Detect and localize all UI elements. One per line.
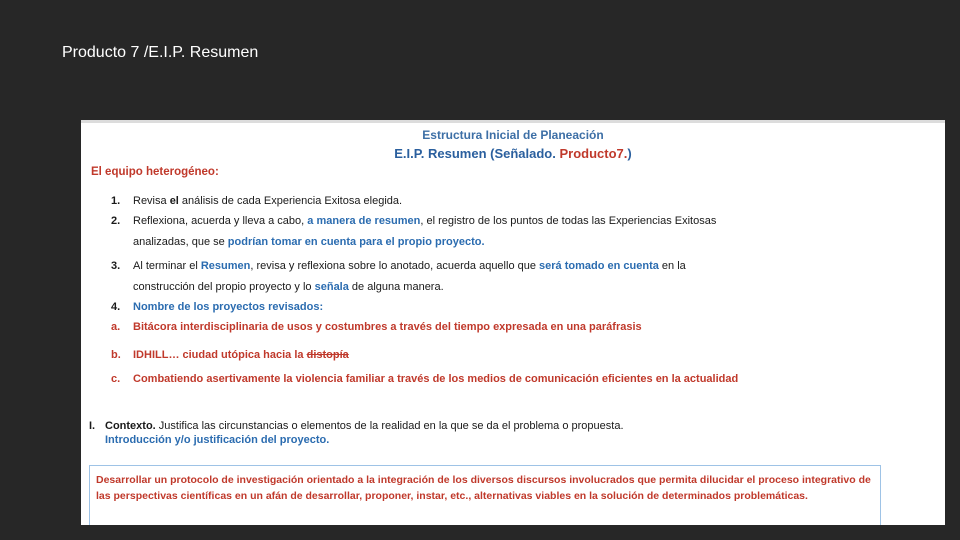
item-number: c. [111, 373, 121, 385]
item-text: analizadas, que se [133, 236, 228, 248]
item-text: análisis de cada Experiencia Exitosa elegida. [178, 195, 403, 207]
subtitle-part: Señalado. [494, 146, 556, 161]
list-item [111, 191, 911, 212]
item-text: podrían tomar en cuenta para el propio proyecto. [227, 236, 485, 248]
item-text: , el registro de los puntos de todas las Experiencias Exitosas [420, 215, 717, 227]
item-text: de alguna manera. [348, 281, 444, 293]
item-number: a. [111, 321, 121, 333]
list-item [111, 211, 911, 253]
context-text: Justifica las circunstancias o elementos de la realidad en la que se da el problema o propuesta. [155, 420, 624, 432]
item-text: Nombre de los proyectos revisados: [133, 301, 324, 313]
project-name: distopía [306, 349, 349, 361]
project-name: IDHILL… ciudad utópica hacia la [133, 349, 307, 361]
team-heading: El equipo heterogéneo: [91, 166, 219, 178]
item-text: señala [314, 281, 349, 293]
context-subtitle: Introducción y/o justificación del proyecto. [105, 434, 330, 446]
slide-title: Producto 7 /E.I.P. Resumen [62, 44, 259, 61]
document-image [81, 120, 945, 525]
header-subtitle [81, 146, 945, 161]
item-number: 4. [111, 301, 121, 313]
project-item [111, 345, 911, 366]
response-box: Desarrollar un protocolo de investigación orientado a la integración de los diversos discursos involucrados que permita dilucidar el proceso integrativo de las perspectivas científicas en un afán de desarrollar, proponer, instar, etc., alternativas viables en la solución de determinados problemáticas. [89, 465, 881, 525]
header-title: Estructura Inicial de Planeación [422, 128, 604, 142]
item-number: 3. [111, 260, 121, 272]
project-name: Bitácora interdisciplinaria de usos y costumbres a través del tiempo expresada en una paráfrasis [133, 321, 642, 333]
item-text: será tomado en cuenta [539, 260, 659, 272]
item-text: el [169, 195, 179, 207]
item-text: Resumen [200, 260, 251, 272]
item-number: b. [111, 349, 121, 361]
item-text: a manera de resumen [307, 215, 421, 227]
list-item [111, 256, 911, 298]
item-number: 1. [111, 195, 121, 207]
item-text: , revisa y reflexiona sobre lo anotado, acuerda aquello que [250, 260, 540, 272]
project-item [111, 369, 911, 390]
list-item [111, 297, 911, 318]
context-section [89, 419, 889, 447]
item-text: en la [658, 260, 686, 272]
item-text: Al terminar el [133, 260, 201, 272]
project-item [111, 317, 911, 338]
subtitle-part: ) [627, 146, 632, 161]
document-header [81, 128, 945, 161]
item-text: Reflexiona, acuerda y lleva a cabo, [133, 215, 308, 227]
item-number: 2. [111, 215, 121, 227]
subtitle-part: Producto7. [555, 146, 628, 161]
item-text: Revisa [133, 195, 167, 207]
section-number: I. [89, 420, 96, 432]
subtitle-part: E.I.P. Resumen ( [394, 146, 495, 161]
item-text: construcción del propio proyecto y lo [133, 281, 315, 293]
context-label: Contexto. [105, 420, 156, 432]
project-name: Combatiendo asertivamente la violencia familiar a través de los medios de comunicación eficientes en la actualidad [133, 373, 739, 385]
